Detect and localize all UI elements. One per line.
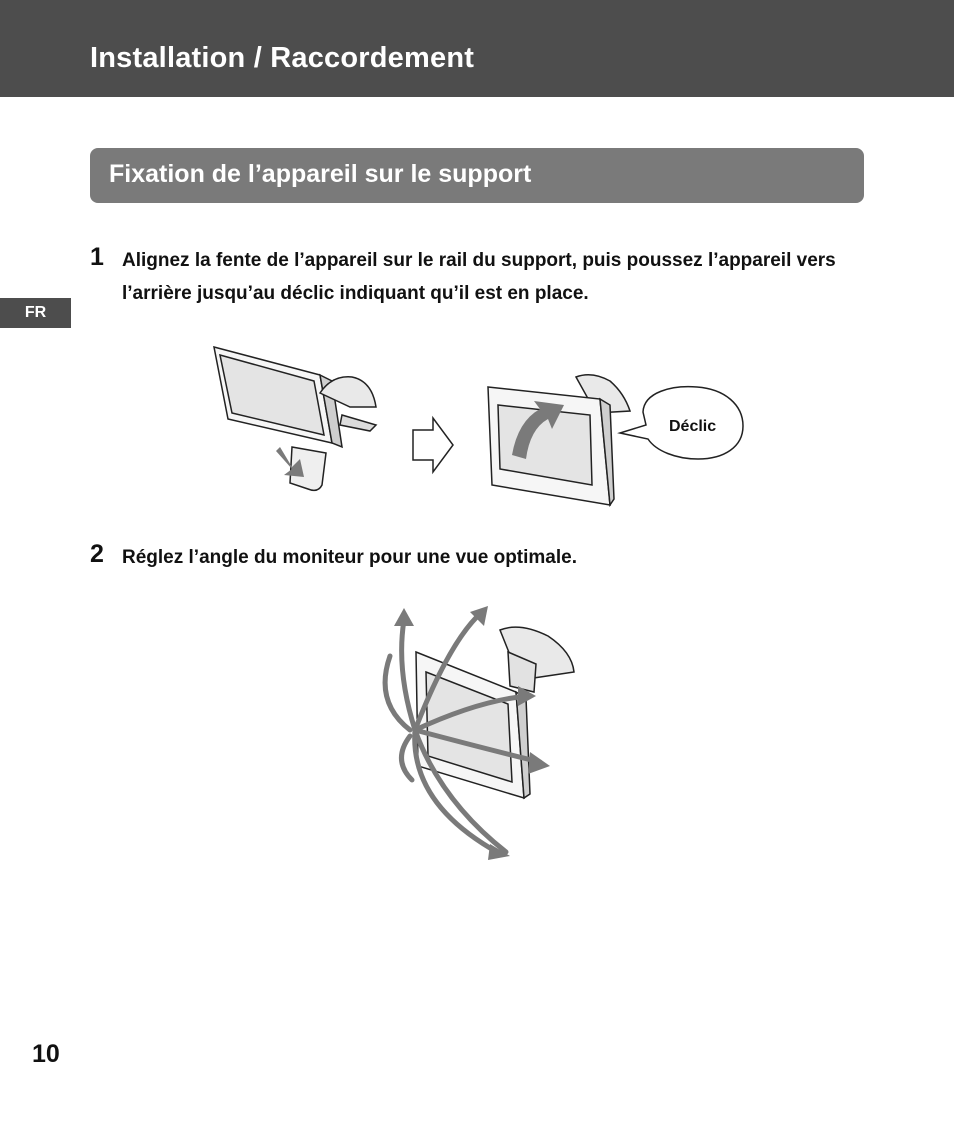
step-text-1: Alignez la fente de l’appareil sur le rail du support, puis poussez l’appareil vers l’arrière jusqu’au déclic indiquant qu’il est en place. xyxy=(122,250,836,304)
figure-attach-illustration xyxy=(200,335,760,515)
header-bar xyxy=(0,0,954,97)
section-bar xyxy=(90,148,864,203)
language-tab: FR xyxy=(0,298,71,328)
section-title: Fixation de l’appareil sur le support xyxy=(109,160,532,188)
figure-adjust-angle-illustration xyxy=(360,600,600,860)
page-title: Installation / Raccordement xyxy=(90,42,475,74)
callout-label: Déclic xyxy=(669,418,717,435)
step-text-2: Réglez l’angle du moniteur pour une vue optimale. xyxy=(122,547,577,568)
step-number-1: 1 xyxy=(90,243,104,271)
transition-arrow-icon xyxy=(413,418,453,472)
device-after-illustration xyxy=(488,375,630,505)
page-number: 10 xyxy=(32,1040,60,1068)
step-number-2: 2 xyxy=(90,540,104,568)
monitor-illustration xyxy=(416,627,574,798)
